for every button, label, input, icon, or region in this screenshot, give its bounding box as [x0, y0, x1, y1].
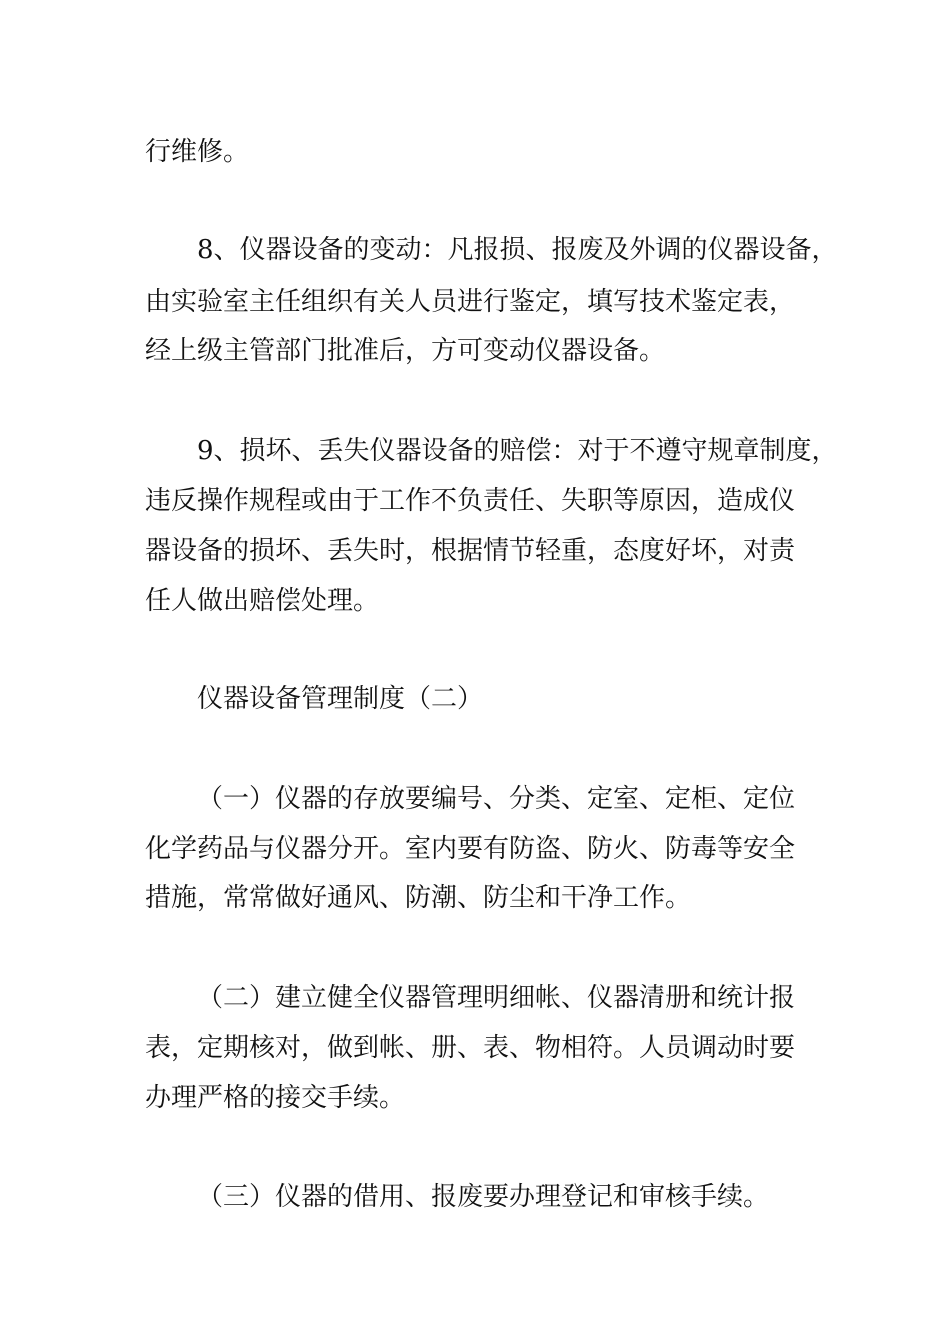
text-line: 办理严格的接交手续。 — [145, 1083, 406, 1113]
text-line: 经上级主管部门批准后，方可变动仪器设备。 — [145, 336, 666, 366]
text-line: 8、仪器设备的变动：凡报损、报废及外调的仪器设备， — [197, 235, 838, 265]
text-line: 行维修。 — [145, 137, 250, 167]
text-line: 器设备的损坏、丢失时，根据情节轻重，态度好坏，对责 — [145, 536, 796, 566]
text-line: （二）建立健全仪器管理明细帐、仪器清册和统计报 — [197, 983, 796, 1013]
text-line: 化学药品与仪器分开。室内要有防盗、防火、防毒等安全 — [145, 834, 796, 864]
text-line: 措施，常常做好通风、防潮、防尘和干净工作。 — [145, 883, 692, 913]
text-line: 任人做出赔偿处理。 — [145, 586, 380, 616]
text-line: 表，定期核对，做到帐、册、表、物相符。人员调动时要 — [145, 1033, 796, 1063]
text-line: （一）仪器的存放要编号、分类、定室、定柜、定位 — [197, 784, 796, 814]
text-line: 9、损坏、丢失仪器设备的赔偿：对于不遵守规章制度， — [197, 436, 838, 466]
section-heading: 仪器设备管理制度（二） — [197, 684, 484, 714]
text-line: 违反操作规程或由于工作不负责任、失职等原因，造成仪 — [145, 486, 796, 516]
text-line: （三）仪器的借用、报废要办理登记和审核手续。 — [197, 1182, 770, 1212]
text-line: 由实验室主任组织有关人员进行鉴定，填写技术鉴定表， — [145, 287, 796, 317]
